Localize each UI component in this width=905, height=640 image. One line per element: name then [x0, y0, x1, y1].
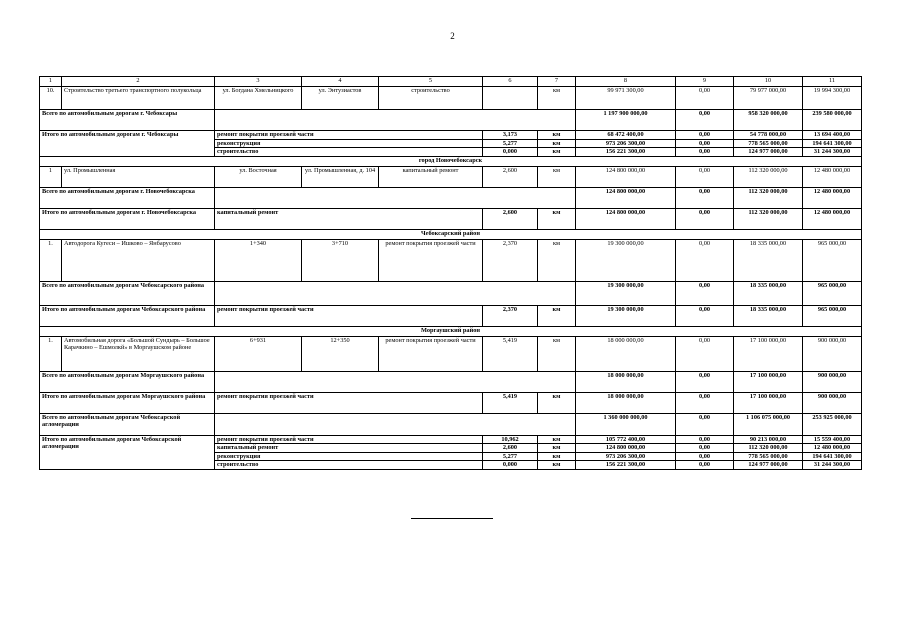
table-row	[40, 166, 862, 187]
unit: км	[538, 435, 576, 444]
to-point: ул. Промышленная, д. 104	[302, 166, 379, 187]
unit: км	[538, 239, 576, 281]
value-col9: 0,00	[676, 110, 734, 131]
work-type: строительство	[215, 148, 483, 157]
value-col9: 0,00	[676, 87, 734, 110]
total-label: Всего по автомобильным дорогам Чебоксарского района	[40, 281, 215, 305]
col-header: 2	[62, 77, 215, 87]
value-col11: 965 000,00	[803, 305, 862, 326]
value-col8: 99 971 300,00	[576, 87, 676, 110]
value-col11: 965 000,00	[803, 239, 862, 281]
value-col10: 112 320 000,00	[734, 444, 803, 453]
total-row	[40, 413, 862, 435]
unit: км	[538, 208, 576, 229]
value-col11: 12 480 000,00	[803, 444, 862, 453]
section-header	[40, 229, 862, 239]
length	[483, 87, 538, 110]
value-col10: 778 565 000,00	[734, 139, 803, 148]
value-col8: 124 800 000,00	[576, 166, 676, 187]
value-col8: 156 221 300,00	[576, 461, 676, 470]
value-col9: 0,00	[676, 187, 734, 208]
value-col9: 0,00	[676, 208, 734, 229]
road-name: ул. Промышленная	[62, 166, 215, 187]
unit: км	[538, 139, 576, 148]
value-col10: 124 977 000,00	[734, 461, 803, 470]
section-title: Чебоксарский район	[40, 229, 862, 239]
row-num: 1	[40, 166, 62, 187]
value-col10: 79 977 000,00	[734, 87, 803, 110]
value-col10: 17 100 000,00	[734, 371, 803, 392]
value-col10: 958 320 000,00	[734, 110, 803, 131]
value-col9: 0,00	[676, 371, 734, 392]
value-col11: 194 641 300,00	[803, 452, 862, 461]
from-point: 1+340	[215, 239, 302, 281]
length: 2,600	[483, 444, 538, 453]
work-type: ремонт покрытия проезжей части	[215, 305, 483, 326]
to-point: 12+350	[302, 336, 379, 371]
work-type: ремонт покрытия проезжей части	[215, 435, 483, 444]
value-col10: 112 320 000,00	[734, 166, 803, 187]
table-row	[40, 336, 862, 371]
value-col9: 0,00	[676, 413, 734, 435]
col-header: 9	[676, 77, 734, 87]
value-col9: 0,00	[676, 139, 734, 148]
unit: км	[538, 336, 576, 371]
row-num: 1.	[40, 336, 62, 371]
value-col11: 965 000,00	[803, 281, 862, 305]
value-col8: 19 300 000,00	[576, 281, 676, 305]
unit: км	[538, 305, 576, 326]
length: 2,370	[483, 305, 538, 326]
length: 3,173	[483, 131, 538, 140]
value-col11: 900 000,00	[803, 336, 862, 371]
value-col8: 124 800 000,00	[576, 208, 676, 229]
value-col10: 18 335 000,00	[734, 305, 803, 326]
unit: км	[538, 461, 576, 470]
section-header	[40, 156, 862, 166]
unit: км	[538, 452, 576, 461]
value-col8: 1 197 900 000,00	[576, 110, 676, 131]
unit: км	[538, 392, 576, 413]
from-point: 6+931	[215, 336, 302, 371]
col-header: 4	[302, 77, 379, 87]
length: 5,419	[483, 336, 538, 371]
from-point: ул. Богдана Хмельницкого	[215, 87, 302, 110]
value-col11: 31 244 300,00	[803, 148, 862, 157]
unit: км	[538, 87, 576, 110]
length: 5,277	[483, 452, 538, 461]
length: 10,962	[483, 435, 538, 444]
value-col11: 31 244 300,00	[803, 461, 862, 470]
value-col8: 18 000 000,00	[576, 336, 676, 371]
value-col9: 0,00	[676, 148, 734, 157]
section-title: Моргаушский район	[40, 326, 862, 336]
value-col8: 973 206 300,00	[576, 139, 676, 148]
value-col10: 90 213 000,00	[734, 435, 803, 444]
end-divider	[411, 518, 493, 519]
value-col10: 54 778 000,00	[734, 131, 803, 140]
value-col10: 17 100 000,00	[734, 392, 803, 413]
work-type: капитальный ремонт	[379, 166, 483, 187]
to-point: 3+710	[302, 239, 379, 281]
value-col8: 19 300 000,00	[576, 305, 676, 326]
length: 2,600	[483, 166, 538, 187]
work-type: ремонт покрытия проезжей части	[215, 392, 483, 413]
value-col11: 19 994 300,00	[803, 87, 862, 110]
work-type: капитальный ремонт	[215, 208, 483, 229]
section-header	[40, 326, 862, 336]
subtotal-label: Итого по автомобильным дорогам Чебоксарского района	[40, 305, 215, 326]
length: 5,419	[483, 392, 538, 413]
col-header: 8	[576, 77, 676, 87]
value-col11: 900 000,00	[803, 392, 862, 413]
row-num: 1.	[40, 239, 62, 281]
subtotal-label: Итого по автомобильным дорогам Чебоксарской агломерации	[40, 435, 215, 469]
total-label: Всего по автомобильным дорогам Чебоксарской агломерации	[40, 413, 215, 435]
work-type: строительство	[379, 87, 483, 110]
col-header: 3	[215, 77, 302, 87]
value-col9: 0,00	[676, 239, 734, 281]
road-name: Строительство третьего транспортного полукольца	[62, 87, 215, 110]
work-type: ремонт покрытия проезжей части	[379, 239, 483, 281]
value-col11: 239 580 000,00	[803, 110, 862, 131]
value-col11: 253 925 000,00	[803, 413, 862, 435]
work-type: ремонт покрытия проезжей части	[379, 336, 483, 371]
work-type: капитальный ремонт	[215, 444, 483, 453]
work-type: реконструкция	[215, 139, 483, 148]
total-label: Всего по автомобильным дорогам г. Новочебоксарска	[40, 187, 215, 208]
value-col11: 900 000,00	[803, 371, 862, 392]
value-col8: 105 772 400,00	[576, 435, 676, 444]
value-col10: 778 565 000,00	[734, 452, 803, 461]
value-col8: 973 206 300,00	[576, 452, 676, 461]
subtotal-row	[40, 208, 862, 229]
value-col8: 68 472 400,00	[576, 131, 676, 140]
col-header: 10	[734, 77, 803, 87]
value-col10: 112 320 000,00	[734, 208, 803, 229]
value-col10: 18 335 000,00	[734, 281, 803, 305]
subtotal-row	[40, 435, 862, 444]
unit: км	[538, 444, 576, 453]
value-col10: 124 977 000,00	[734, 148, 803, 157]
to-point: ул. Энтузиастов	[302, 87, 379, 110]
work-type: ремонт покрытия проезжей части	[215, 131, 483, 140]
total-label: Всего по автомобильным дорогам г. Чебоксары	[40, 110, 215, 131]
value-col9: 0,00	[676, 166, 734, 187]
col-header: 1	[40, 77, 62, 87]
total-label: Всего по автомобильным дорогам Моргаушского района	[40, 371, 215, 392]
road-works-table	[39, 76, 862, 470]
value-col8: 124 800 000,00	[576, 444, 676, 453]
value-col9: 0,00	[676, 131, 734, 140]
col-header: 5	[379, 77, 483, 87]
subtotal-row	[40, 305, 862, 326]
value-col8: 124 800 000,00	[576, 187, 676, 208]
length: 0,000	[483, 148, 538, 157]
section-title: город Новочебоксарск	[40, 156, 862, 166]
value-col9: 0,00	[676, 281, 734, 305]
col-header: 6	[483, 77, 538, 87]
column-numbers-row	[40, 77, 862, 87]
value-col9: 0,00	[676, 444, 734, 453]
row-num: 10.	[40, 87, 62, 110]
col-header: 11	[803, 77, 862, 87]
subtotal-row	[40, 392, 862, 413]
value-col8: 18 000 000,00	[576, 371, 676, 392]
value-col8: 1 360 000 000,00	[576, 413, 676, 435]
value-col8: 18 000 000,00	[576, 392, 676, 413]
col-header: 7	[538, 77, 576, 87]
unit: км	[538, 166, 576, 187]
value-col9: 0,00	[676, 461, 734, 470]
value-col10: 17 100 000,00	[734, 336, 803, 371]
value-col9: 0,00	[676, 452, 734, 461]
value-col9: 0,00	[676, 305, 734, 326]
subtotal-label: Итого по автомобильным дорогам г. Чебоксары	[40, 131, 215, 157]
total-row	[40, 110, 862, 131]
work-type: реконструкция	[215, 452, 483, 461]
value-col11: 194 641 300,00	[803, 139, 862, 148]
subtotal-label: Итого по автомобильным дорогам г. Новочебоксарска	[40, 208, 215, 229]
value-col11: 13 694 400,00	[803, 131, 862, 140]
value-col8: 156 221 300,00	[576, 148, 676, 157]
value-col11: 12 480 000,00	[803, 166, 862, 187]
value-col9: 0,00	[676, 336, 734, 371]
page-number: 2	[450, 31, 455, 41]
value-col10: 18 335 000,00	[734, 239, 803, 281]
length: 2,370	[483, 239, 538, 281]
total-row	[40, 371, 862, 392]
unit: км	[538, 148, 576, 157]
value-col11: 12 480 000,00	[803, 208, 862, 229]
road-name: Автомобильная дорога «Большой Сундырь – Большое Карачкино – Ешмолкй» в Моргаушском районе	[62, 336, 215, 371]
table-row	[40, 239, 862, 281]
total-row	[40, 187, 862, 208]
from-point: ул. Восточная	[215, 166, 302, 187]
value-col9: 0,00	[676, 435, 734, 444]
road-name: Автодорога Кугеси – Ишково – Янбарусово	[62, 239, 215, 281]
total-row	[40, 281, 862, 305]
value-col11: 15 559 400,00	[803, 435, 862, 444]
work-type: строительство	[215, 461, 483, 470]
value-col9: 0,00	[676, 392, 734, 413]
value-col10: 1 106 075 000,00	[734, 413, 803, 435]
unit: км	[538, 131, 576, 140]
subtotal-label: Итого по автомобильным дорогам Моргаушского района	[40, 392, 215, 413]
subtotal-row	[40, 131, 862, 140]
length: 5,277	[483, 139, 538, 148]
value-col8: 19 300 000,00	[576, 239, 676, 281]
length: 2,600	[483, 208, 538, 229]
length: 0,000	[483, 461, 538, 470]
value-col11: 12 480 000,00	[803, 187, 862, 208]
table-row	[40, 87, 862, 110]
value-col10: 112 320 000,00	[734, 187, 803, 208]
